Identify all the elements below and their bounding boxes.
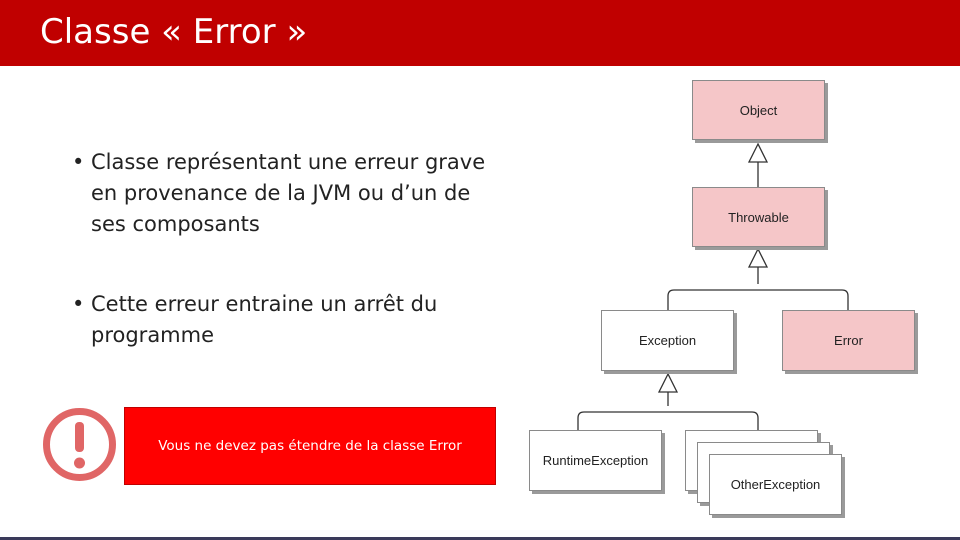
class-label: Throwable: [728, 209, 789, 225]
bullet-item: [72, 289, 502, 351]
class-box-error: [782, 310, 915, 371]
class-label: Error: [834, 333, 863, 348]
class-hierarchy-diagram: [520, 70, 930, 530]
class-label: OtherException: [730, 477, 821, 492]
bullet-text: Classe représentant une erreur grave en provenance de la JVM ou d’un de ses composants: [91, 150, 486, 236]
class-box-runtime-exception: [529, 430, 662, 491]
class-label: Object: [739, 102, 778, 118]
class-label: Exception: [638, 333, 697, 348]
bullet-text: Cette erreur entraine un arrêt du programme: [91, 292, 438, 347]
class-box-other-exception: [709, 454, 842, 515]
bullet-item: [72, 147, 502, 240]
exclamation-circle-icon: [40, 405, 119, 484]
slide-header: [0, 0, 960, 66]
slide-title: Classe « Error »: [40, 12, 308, 52]
warning-text: Vous ne devez pas étendre de la classe Error: [158, 438, 462, 454]
class-box-exception: [601, 310, 734, 371]
class-label: RuntimeException: [542, 453, 649, 468]
bullet-dot-icon: •: [72, 150, 85, 174]
class-box-throwable: [692, 187, 825, 247]
bullet-dot-icon: •: [72, 292, 85, 316]
warning-box: [124, 407, 496, 485]
class-box-object: [692, 80, 825, 140]
